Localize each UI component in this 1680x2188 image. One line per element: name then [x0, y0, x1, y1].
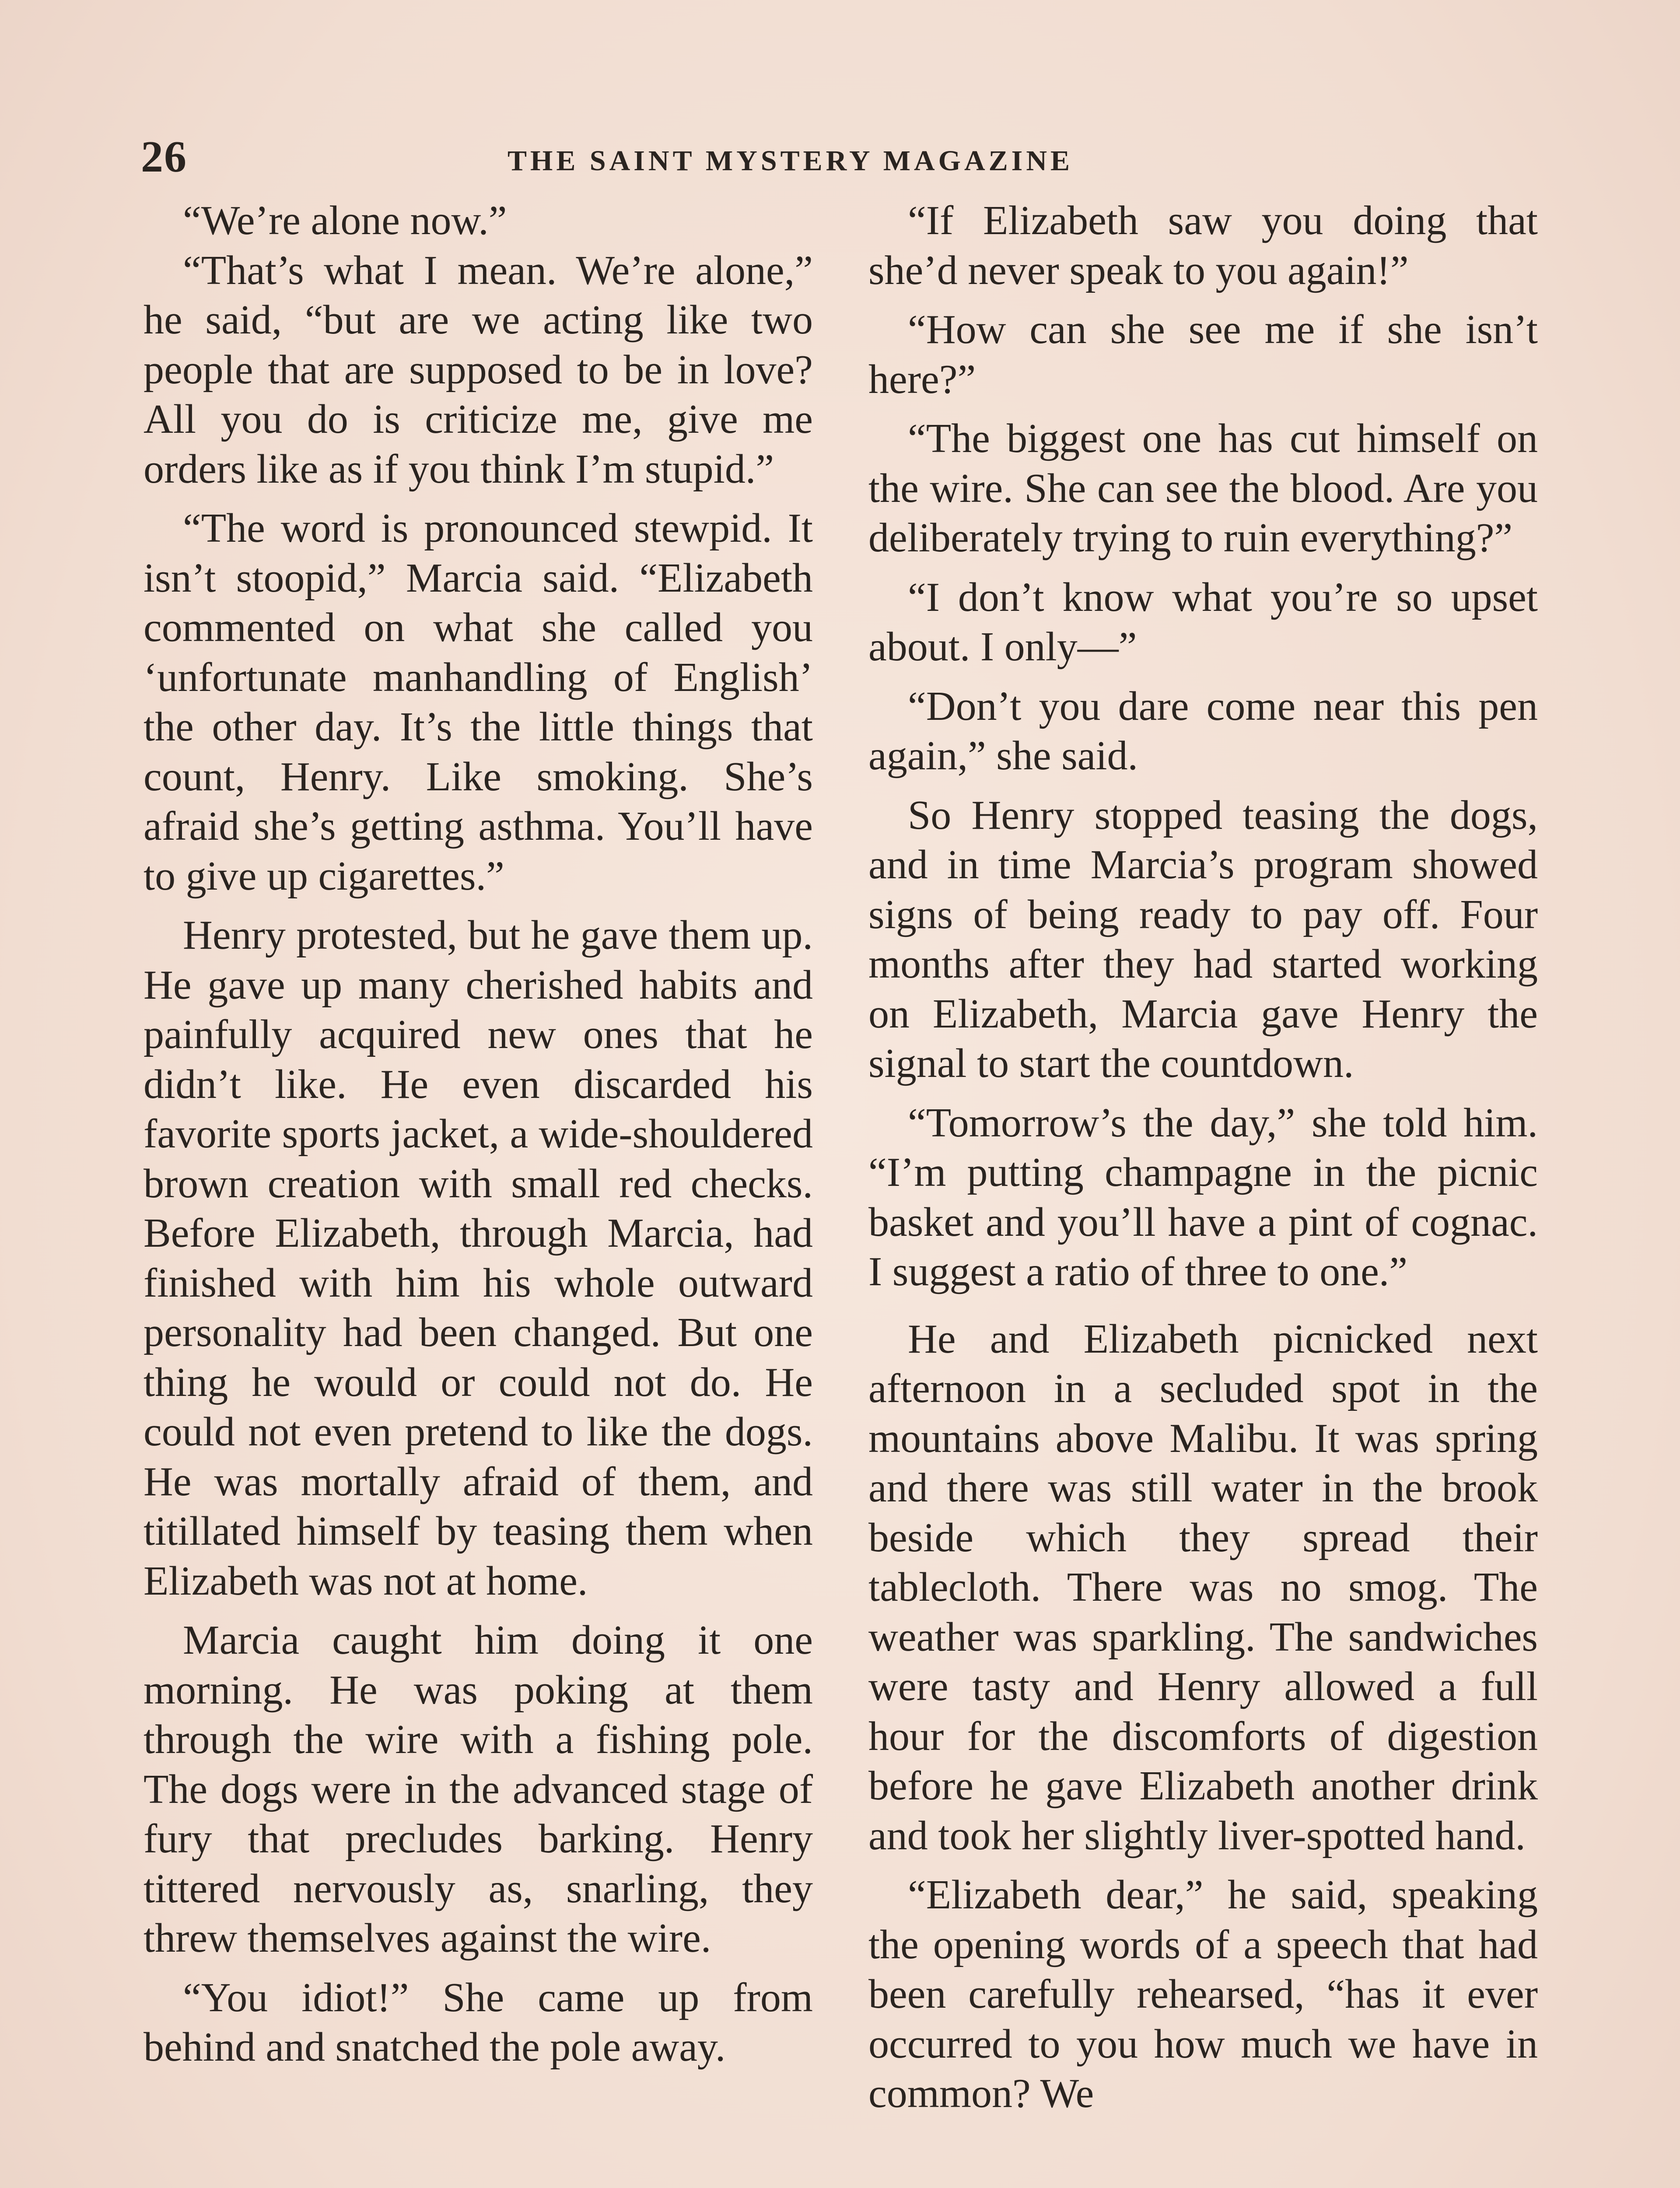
paragraph: “How can she see me if she isn’t here?” [868, 307, 1538, 402]
left-column [144, 196, 813, 2072]
paragraph: “You idiot!” She came up from behind and snatched the pole away. [144, 1974, 813, 2070]
paragraph: “Elizabeth dear,” he said, speaking the opening words of a speech that had been carefully rehearsed, “has it ever occurred to you how much we have in common? We [868, 1872, 1538, 2116]
right-column [868, 196, 1538, 2119]
page-number: 26 [141, 132, 187, 182]
paragraph: “Tomorrow’s the day,” she told him. “I’m putting champagne in the picnic basket and you’ll have a pint of cognac. I suggest a ratio of three to one.” [868, 1100, 1538, 1294]
paragraph: “If Elizabeth saw you doing that she’d never speak to you again!” [868, 198, 1538, 293]
paragraph: “The biggest one has cut himself on the wire. She can see the blood. Are you deliberately trying to ruin everything?” [868, 416, 1538, 561]
paragraph: Henry protested, but he gave them up. He gave up many cherished habits and painfully acquired new ones that he didn’t like. He even discarded his favorite sports jacket, a wide-shouldered brown creation with small red checks. Before Elizabeth, through Marcia, had finished with him his whole outward personality had been changed. But one thing he would or could not do. He could not even pretend to like the dogs. He was mortally afraid of them, and titillated himself by teasing them when Elizabeth was not at home. [144, 912, 813, 1604]
paragraph: “We’re alone now.” [183, 198, 507, 243]
paragraph: “The word is pronounced stewpid. It isn’t stoopid,” Marcia said. “Elizabeth commented on what she called you ‘unfortunate manhandling of English’ the other day. It’s the little things that count, Henry. Like smoking. She’s afraid she’s getting asthma. You’ll have to give up cigarettes.” [144, 505, 813, 899]
paragraph: “Don’t you dare come near this pen again,” she said. [868, 683, 1538, 778]
paragraph: “That’s what I mean. We’re alone,” he said, “but are we acting like two people that are supposed to be in love? All you do is criticize me, give me orders like as if you think I’m stupid.” [144, 247, 813, 492]
paragraph: “I don’t know what you’re so upset about. I only—” [868, 574, 1538, 670]
paragraph: So Henry stopped teasing the dogs, and in time Marcia’s program showed signs of being ready to pay off. Four months after they had started working on Elizabeth, Marcia gave Henry the signal to start the countdown. [868, 792, 1538, 1086]
paragraph: Marcia caught him doing it one morning. He was poking at them through the wire with a fishing pole. The dogs were in the advanced stage of fury that precludes barking. Henry tittered nervously as, snarling, they threw themselves against the wire. [144, 1617, 813, 1961]
running-head: THE SAINT MYSTERY MAGAZINE [508, 145, 1074, 177]
paragraph: He and Elizabeth picnicked next afternoon in a secluded spot in the mountains above Malibu. It was spring and there was still water in the brook beside which they spread their tablecloth. There was no smog. The weather was sparkling. The sandwiches were tasty and Henry allowed a full hour for the discomforts of digestion before he gave Elizabeth another drink and took her slightly liver-spotted hand. [868, 1316, 1538, 1858]
